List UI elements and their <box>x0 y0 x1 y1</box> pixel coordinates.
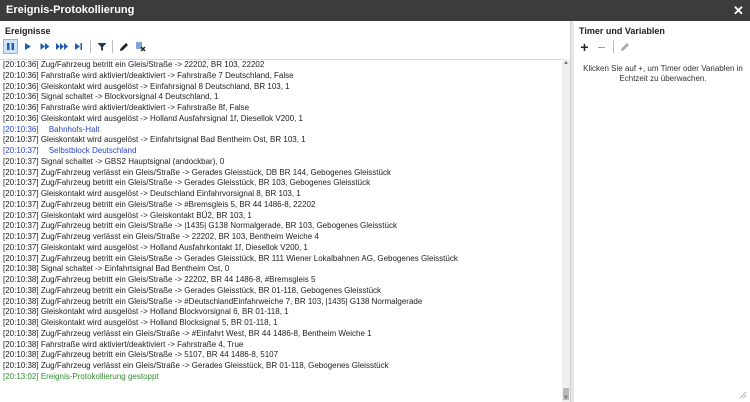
log-line <box>0 361 562 372</box>
events-pane-title: Ereignisse <box>5 26 51 36</box>
log-line <box>0 221 562 232</box>
log-timestamp: [20:10:37] <box>3 242 39 252</box>
close-button[interactable]: ✕ <box>733 3 744 18</box>
edit-timer-button[interactable] <box>617 39 632 54</box>
log-message: Zug/Fahrzeug betritt ein Gleis/Straße -> 5107, BR 44 1486-8, 5107 <box>40 350 279 360</box>
log-message: Gleiskontakt wird ausgelöst -> Holland Blocksignal 5, BR 01-118, 1 <box>40 318 278 327</box>
log-message: Zug/Fahrzeug betritt ein Gleis/Straße -> #DeutschlandEinfahrweiche 7, BR 103, |1435| G138 Normalgerade <box>40 296 423 306</box>
log-message: Fahrstraße wird aktiviert/deaktiviert -> Fahrstraße 4, True <box>40 339 244 349</box>
log-message: Gleiskontakt wird ausgelöst -> Deutschland Einfahrvorsignal 8, BR 103, 1 <box>40 189 301 198</box>
fast-forward-icon <box>40 42 50 51</box>
log-line <box>0 71 562 82</box>
log-line <box>0 254 562 265</box>
log-message: Zug/Fahrzeug betritt ein Gleis/Straße -> #Bremsgleis 5, BR 44 1486-8, 22202 <box>40 199 316 209</box>
toolbar-separator <box>90 40 91 53</box>
resize-grip-icon[interactable] <box>739 391 747 399</box>
log-timestamp: [20:10:38] <box>3 339 39 349</box>
clear-log-button[interactable] <box>133 39 148 54</box>
log-timestamp: [20:10:38] <box>3 361 39 370</box>
log-line <box>0 286 562 297</box>
log-line <box>0 178 562 189</box>
log-timestamp: [20:10:38] <box>3 275 39 284</box>
log-message: Gleiskontakt wird ausgelöst -> Holland Blockvorsignal 6, BR 01-118, 1 <box>40 307 289 317</box>
timer-pane-title: Timer und Variablen <box>579 26 665 36</box>
log-timestamp: [20:10:37] <box>3 156 39 166</box>
log-line <box>0 318 562 329</box>
log-timestamp: [20:10:36] <box>3 60 39 69</box>
log-timestamp: [20:10:38] <box>3 318 39 327</box>
log-line <box>0 275 562 286</box>
log-message: Ereignis-Protokollierung gestoppt <box>40 371 159 381</box>
window-title: Ereignis-Protokollierung <box>6 4 135 16</box>
log-message: Bahnhofs-Halt <box>48 124 100 134</box>
remove-timer-button[interactable]: − <box>597 38 606 55</box>
log-line <box>0 232 562 243</box>
log-message: Zug/Fahrzeug betritt ein Gleis/Straße -> 22202, BR 103, 22202 <box>40 60 265 69</box>
log-timestamp: [20:10:36] <box>3 81 39 91</box>
log-message: Selbstblock Deutschland <box>48 146 137 155</box>
log-timestamp: [20:10:36] <box>3 113 39 123</box>
log-message: Zug/Fahrzeug betritt ein Gleis/Straße -> Gerades Gleisstück, BR 01-118, Gebogenes Gleisstück <box>40 285 382 295</box>
log-line <box>0 168 562 179</box>
log-message: Fahrstraße wird aktiviert/deaktiviert -> Fahrstraße 7 Deutschland, False <box>40 70 294 80</box>
log-timestamp: [20:10:36] <box>3 103 39 112</box>
log-line <box>0 329 562 340</box>
log-timestamp: [20:10:37] <box>3 189 39 198</box>
log-line <box>0 114 562 125</box>
skip-to-end-button[interactable] <box>71 39 86 54</box>
log-timestamp: [20:10:37] <box>3 210 39 220</box>
skip-to-end-icon <box>74 42 83 51</box>
log-line <box>0 243 562 254</box>
log-message: Zug/Fahrzeug betritt ein Gleis/Straße -> Gerades Gleisstück, BR 103, Gebogenes Gleisstück <box>40 178 371 188</box>
log-line <box>0 200 562 211</box>
log-timestamp: [20:10:37] <box>3 221 39 231</box>
log-timestamp: [20:10:37] <box>3 232 39 241</box>
log-timestamp: [20:10:37] <box>3 199 39 209</box>
filter-button[interactable] <box>94 39 109 54</box>
log-message: Zug/Fahrzeug betritt ein Gleis/Straße -> |1435| G138 Normalgerade, BR 103, Gebogenes Gleisstück <box>40 221 397 231</box>
log-line <box>0 125 562 136</box>
log-timestamp: [20:10:37] <box>3 253 39 263</box>
play-button[interactable] <box>20 39 35 54</box>
log-timestamp: [20:10:38] <box>3 328 39 338</box>
log-line <box>0 82 562 93</box>
log-line <box>0 211 562 222</box>
log-message: Zug/Fahrzeug verlässt ein Gleis/Straße -> Gerades Gleisstück, BR 01-118, Gebogenes Gleisstück <box>40 361 389 370</box>
log-line <box>0 372 562 383</box>
faster-forward-icon <box>56 42 68 51</box>
log-timestamp: [20:10:36] <box>3 70 39 80</box>
log-line <box>0 146 562 157</box>
window-titlebar <box>0 0 750 21</box>
log-line <box>0 103 562 114</box>
log-message: Zug/Fahrzeug verlässt ein Gleis/Straße -> #Einfahrt West, BR 44 1486-8, Bentheim Weiche 1 <box>40 328 372 338</box>
log-line <box>0 157 562 168</box>
log-timestamp: [20:10:37] <box>3 167 39 177</box>
log-line <box>0 92 562 103</box>
scroll-up-arrow[interactable]: ▲ <box>563 60 569 66</box>
fast-forward-button[interactable] <box>37 39 52 54</box>
log-timestamp: [20:10:37] <box>3 178 39 188</box>
log-line <box>0 307 562 318</box>
log-message: Zug/Fahrzeug verlässt ein Gleis/Straße -> Gerades Gleisstück, DB BR 144, Gebogenes Gleisstück <box>40 167 391 177</box>
faster-forward-button[interactable] <box>54 39 69 54</box>
log-timestamp: [20:10:37] <box>3 135 39 145</box>
pause-button[interactable] <box>3 39 18 54</box>
timer-hint: Klicken Sie auf +, um Timer oder Variablen in Echtzeit zu überwachen. <box>583 64 743 83</box>
add-timer-button[interactable]: + <box>580 38 589 55</box>
toolbar-separator <box>613 40 614 53</box>
log-line <box>0 135 562 146</box>
log-line <box>0 264 562 275</box>
log-timestamp: [20:10:38] <box>3 350 39 360</box>
timer-toolbar <box>577 38 737 56</box>
log-timestamp: [20:10:38] <box>3 307 39 317</box>
events-toolbar <box>3 38 563 56</box>
log-timestamp: [20:10:36] <box>3 92 39 102</box>
log-message: Gleiskontakt wird ausgelöst -> Holland Ausfahrsignal 1f, Diesellok V200, 1 <box>40 113 303 123</box>
log-message: Zug/Fahrzeug betritt ein Gleis/Straße -> 22202, BR 44 1486-8, #Bremsgleis 5 <box>40 275 316 284</box>
play-icon <box>23 42 32 51</box>
filter-icon <box>97 42 107 52</box>
log-line <box>0 340 562 351</box>
events-pane <box>0 21 570 402</box>
log-line <box>0 189 562 200</box>
log-message: Signal schaltet -> Einfahrtsignal Bad Bentheim Ost, 0 <box>40 264 230 274</box>
log-message: Zug/Fahrzeug verlässt ein Gleis/Straße -> 22202, BR 103, Bentheim Weiche 4 <box>40 232 319 241</box>
scroll-down-arrow[interactable]: ▼ <box>563 395 569 401</box>
log-timestamp: [20:10:37] <box>3 146 39 155</box>
edit-icon <box>119 42 129 52</box>
clear-log-icon <box>135 41 146 52</box>
log-message: Gleiskontakt wird ausgelöst -> Einfahrtsignal Bad Bentheim Ost, BR 103, 1 <box>40 135 306 145</box>
log-message: Fahrstraße wird aktiviert/deaktiviert -> Fahrstraße 8f, False <box>40 103 250 112</box>
log-message: Gleiskontakt wird ausgelöst -> Einfahrsignal 8 Deutschland, BR 103, 1 <box>40 81 290 91</box>
log-line <box>0 297 562 308</box>
log-timestamp: [20:10:36] <box>3 124 39 134</box>
event-log <box>0 59 562 402</box>
log-line <box>0 60 562 71</box>
log-message: Signal schaltet -> GBS2 Hauptsignal (andockbar), 0 <box>40 156 225 166</box>
log-timestamp: [20:10:38] <box>3 296 39 306</box>
log-timestamp: [20:10:38] <box>3 285 39 295</box>
toolbar-separator <box>112 40 113 53</box>
timer-pane <box>574 21 750 402</box>
edit-icon <box>620 42 630 52</box>
log-line <box>0 350 562 361</box>
log-scrollbar[interactable] <box>562 59 570 402</box>
log-timestamp: [20:13:02] <box>3 371 39 381</box>
log-message: Signal schaltet -> Blockvorsignal 4 Deutschland, 1 <box>40 92 219 102</box>
edit-button[interactable] <box>116 39 131 54</box>
pause-icon <box>6 42 15 51</box>
log-timestamp: [20:10:38] <box>3 264 39 274</box>
log-message: Gleiskontakt wird ausgelöst -> Holland Ausfahrkontakt 1f, Diesellok V200, 1 <box>40 242 308 252</box>
log-message: Gleiskontakt wird ausgelöst -> Gleiskontakt BÜ2, BR 103, 1 <box>40 210 252 220</box>
log-message: Zug/Fahrzeug betritt ein Gleis/Straße -> Gerades Gleisstück, BR 111 Wiener Lokalbahnen AG, Gebogenes Gleisstück <box>40 253 458 263</box>
